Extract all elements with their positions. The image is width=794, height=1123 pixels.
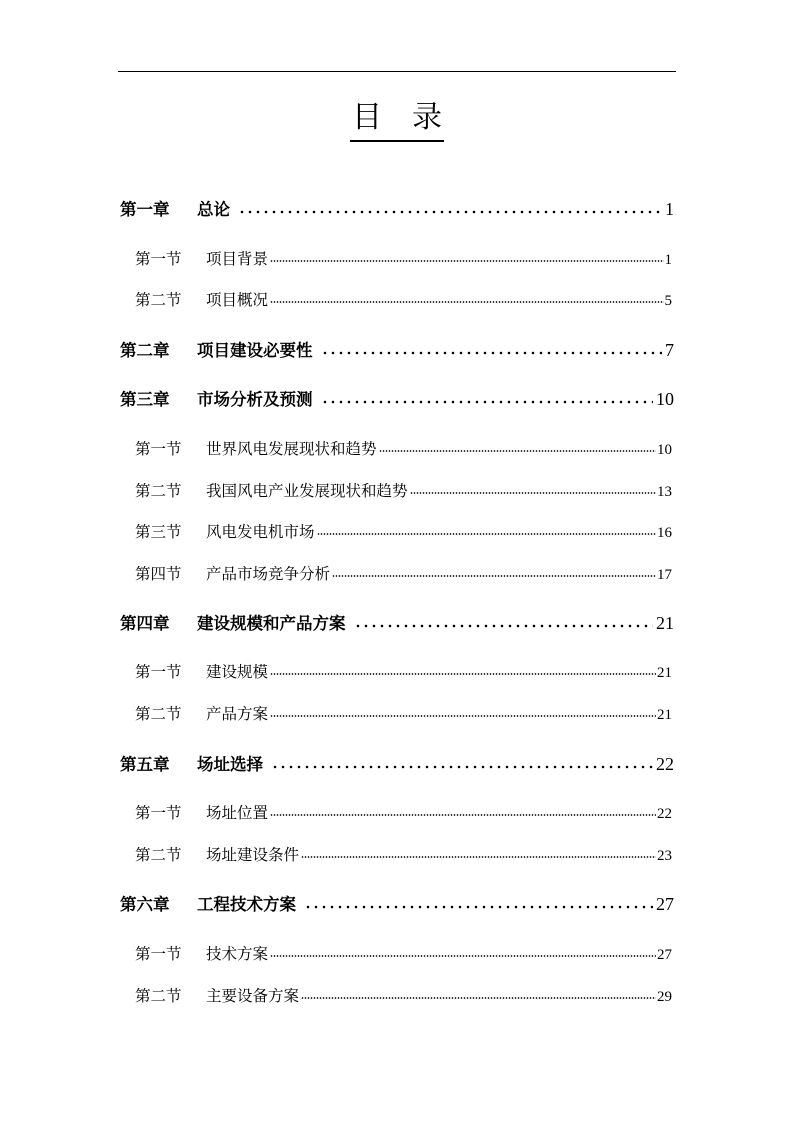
section-title: 项目概况 (206, 291, 269, 309)
toc-section-entry[interactable] (135, 944, 672, 965)
toc-chapter-entry[interactable] (120, 893, 674, 916)
toc-section-entry[interactable] (135, 481, 672, 502)
page-number: 29 (657, 989, 672, 1005)
dot-leader (270, 300, 663, 304)
section-title: 产品方案 (206, 705, 269, 723)
section-number: 第二节 (135, 705, 182, 723)
chapter-number: 第四章 (120, 614, 170, 633)
dot-leader (332, 574, 656, 578)
section-number: 第二节 (135, 846, 182, 864)
dot-leader (301, 855, 656, 859)
dot-leader (270, 672, 656, 676)
dot-leader (270, 714, 656, 718)
section-number: 第二节 (135, 482, 182, 500)
chapter-title: 市场分析及预测 (197, 390, 313, 409)
chapter-title: 建设规模和产品方案 (197, 614, 346, 633)
dot-leader (321, 400, 654, 404)
dot-leader (304, 905, 653, 909)
section-title: 主要设备方案 (206, 987, 300, 1005)
page-number: 22 (657, 806, 672, 822)
page-number: 5 (664, 293, 672, 309)
chapter-number: 第三章 (120, 390, 170, 409)
section-title: 产品市场竞争分析 (206, 565, 331, 583)
toc-chapter-entry[interactable] (120, 198, 674, 221)
page-number: 17 (657, 567, 672, 583)
toc-section-entry[interactable] (135, 845, 672, 866)
page-number: 21 (657, 707, 672, 723)
toc-section-entry[interactable] (135, 986, 672, 1007)
toc-chapter-entry[interactable] (120, 388, 674, 411)
dot-leader (301, 996, 656, 1000)
page-number: 10 (656, 389, 674, 409)
section-title: 场址建设条件 (206, 846, 300, 864)
section-title: 项目背景 (206, 250, 269, 268)
dot-leader (270, 954, 656, 958)
page-number: 10 (657, 442, 672, 458)
page-number: 22 (656, 754, 674, 774)
section-number: 第二节 (135, 291, 182, 309)
dot-leader (270, 813, 656, 817)
toc-section-entry[interactable] (135, 439, 672, 460)
page-number: 16 (657, 525, 672, 541)
section-title: 我国风电产业发展现状和趋势 (206, 482, 408, 500)
section-number: 第二节 (135, 987, 182, 1005)
toc-section-entry[interactable] (135, 522, 672, 543)
toc-section-entry[interactable] (135, 662, 672, 683)
dot-leader (410, 491, 656, 495)
toc-chapter-entry[interactable] (120, 339, 674, 362)
page-number: 13 (657, 484, 672, 500)
page-number: 1 (664, 252, 672, 268)
toc-chapter-entry[interactable] (120, 753, 674, 776)
toc-chapter-entry[interactable] (120, 612, 674, 635)
toc-section-entry[interactable] (135, 803, 672, 824)
section-title: 世界风电发展现状和趋势 (206, 440, 377, 458)
toc-section-entry[interactable] (135, 249, 672, 270)
page-number: 1 (665, 199, 674, 219)
page-number: 21 (657, 665, 672, 681)
chapter-number: 第二章 (120, 341, 170, 360)
page-number: 7 (665, 340, 674, 360)
page-number: 27 (657, 947, 672, 963)
chapter-number: 第一章 (120, 200, 170, 219)
toc-section-entry[interactable] (135, 564, 672, 585)
section-number: 第四节 (135, 565, 182, 583)
chapter-title: 总论 (197, 200, 230, 219)
toc-title: 目 录 (350, 98, 444, 142)
chapter-number: 第五章 (120, 755, 170, 774)
dot-leader (270, 259, 663, 263)
chapter-number: 第六章 (120, 895, 170, 914)
section-number: 第一节 (135, 804, 182, 822)
section-number: 第一节 (135, 250, 182, 268)
page-number: 21 (656, 613, 674, 633)
dot-leader (321, 351, 663, 355)
dot-leader (238, 210, 662, 214)
dot-leader (354, 624, 654, 628)
toc-section-entry[interactable] (135, 290, 672, 311)
section-number: 第一节 (135, 663, 182, 681)
page-number: 23 (657, 848, 672, 864)
chapter-title: 项目建设必要性 (197, 341, 313, 360)
page-number: 27 (656, 894, 674, 914)
section-title: 建设规模 (206, 663, 269, 681)
section-title: 风电发电机市场 (206, 523, 315, 541)
section-title: 技术方案 (206, 945, 269, 963)
toc-section-entry[interactable] (135, 704, 672, 725)
section-number: 第一节 (135, 440, 182, 458)
dot-leader (379, 449, 656, 453)
section-number: 第三节 (135, 523, 182, 541)
section-title: 场址位置 (206, 804, 269, 822)
section-number: 第一节 (135, 945, 182, 963)
dot-leader (317, 532, 656, 536)
dot-leader (271, 765, 653, 769)
chapter-title: 场址选择 (197, 755, 263, 774)
chapter-title: 工程技术方案 (197, 895, 296, 914)
